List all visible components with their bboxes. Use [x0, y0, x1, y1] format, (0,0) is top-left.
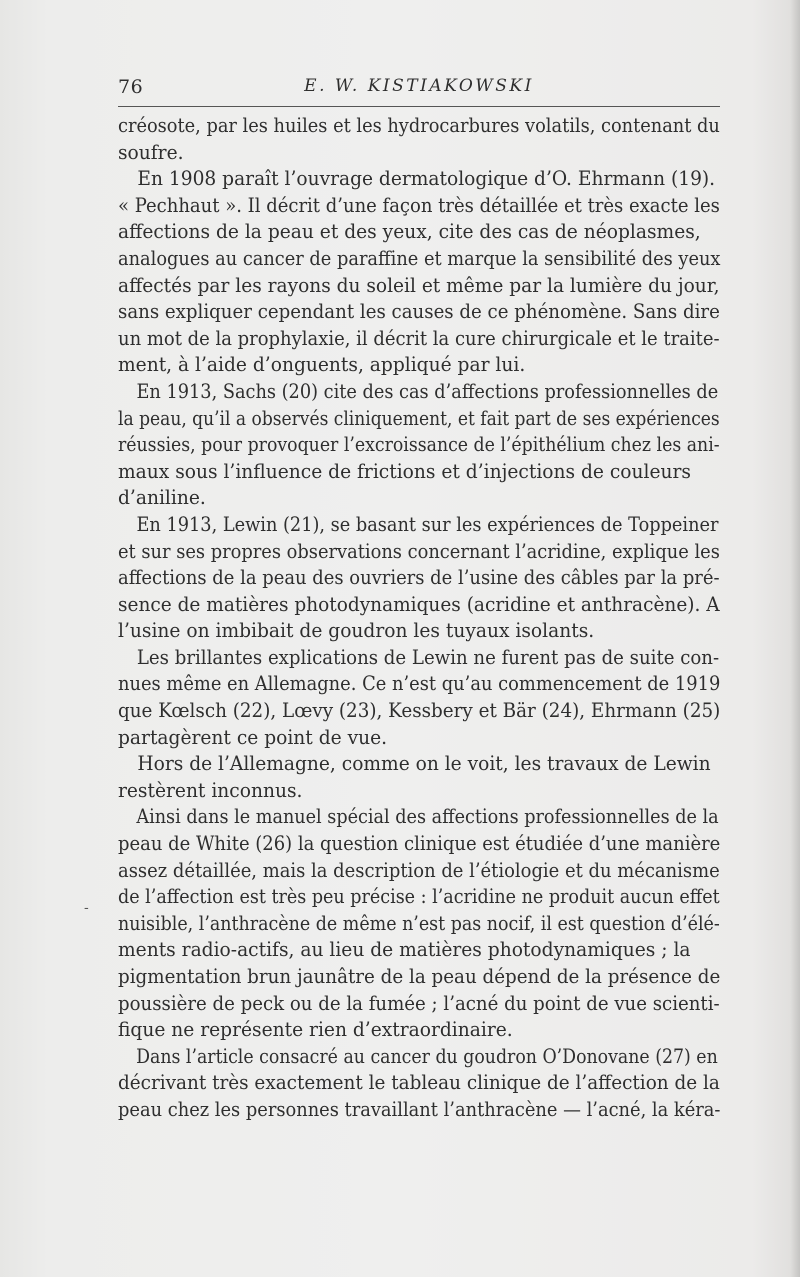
text-line: assez détaillée, mais la description de l’étiologie et du mécanisme	[118, 858, 720, 882]
text-line: En 1908 paraît l’ouvrage dermatologique d’O. Ehrmann (19).	[137, 167, 716, 191]
text-line: Ainsi dans le manuel spécial des affections professionnelles de la	[136, 805, 719, 829]
text-line: sans expliquer cependant les causes de ce phénomène. Sans dire	[118, 300, 720, 324]
text-line: et sur ses propres observations concernant l’acridine, explique les	[118, 539, 720, 563]
text-line: peau chez les personnes travaillant l’anthracène — l’acné, la kéra-	[118, 1097, 721, 1121]
text-line: poussière de peck ou de la fumée ; l’acné du point de vue scienti-	[118, 991, 720, 1015]
text-line: ment, à l’aide d’onguents, appliqué par lui.	[118, 353, 526, 377]
text-line: Dans l’article consacré au cancer du goudron O’Donovane (27) en	[136, 1044, 718, 1068]
text-line: de l’affection est très peu précise : l’acridine ne produit aucun effet	[118, 885, 720, 909]
text-line: En 1913, Sachs (20) cite des cas d’affections professionnelles de	[136, 379, 719, 403]
text-line: l’usine on imbibait de goudron les tuyaux isolants.	[118, 619, 595, 643]
running-head: E. W. KISTIAKOWSKI	[304, 76, 534, 96]
text-line: ments radio-actifs, au lieu de matières photodynamiques ; la	[118, 938, 691, 962]
text-line: sence de matières photodynamiques (acridine et anthracène). A	[118, 592, 720, 616]
text-line: créosote, par les huiles et les hydrocarbures volatils, contenant du	[118, 114, 720, 137]
text-line: soufre.	[118, 140, 184, 164]
page-edge-shadow	[790, 0, 800, 1277]
page-number: 76	[118, 76, 144, 98]
text-line: un mot de la prophylaxie, il décrit la cure chirurgicale et le traite-	[118, 326, 720, 350]
text-line: En 1913, Lewin (21), se basant sur les expériences de Toppeiner	[136, 512, 719, 536]
text-line: que Kœlsch (22), Lœvy (23), Kessbery et Bär (24), Ehrmann (25)	[118, 699, 721, 723]
margin-mark: -	[84, 900, 89, 916]
text-line: peau de White (26) la question clinique est étudiée d’une manière	[118, 832, 721, 856]
text-line: affections de la peau des ouvriers de l’usine des câbles par la pré-	[118, 566, 720, 590]
text-line: d’aniline.	[118, 486, 206, 510]
text-line: affectés par les rayons du soleil et même par la lumière du jour,	[118, 273, 720, 297]
text-line: Les brillantes explications de Lewin ne furent pas de suite con-	[136, 645, 720, 669]
text-line: décrivant très exactement le tableau clinique de l’affection de la	[118, 1071, 720, 1095]
text-line: nuisible, l’anthracène de même n’est pas nocif, il est question d’élé-	[118, 911, 720, 935]
text-line: « Pechhaut ». Il décrit d’une façon très détaillée et très exacte les	[118, 193, 720, 217]
text-line: restèrent inconnus.	[118, 778, 303, 802]
text-line: maux sous l’influence de frictions et d’injections de couleurs	[118, 459, 691, 483]
body-text	[118, 113, 738, 1124]
page-header	[118, 72, 720, 102]
text-line: réussies, pour provoquer l’excroissance de l’épithélium chez les ani-	[118, 433, 720, 457]
header-rule	[118, 106, 720, 107]
text-line: partagèrent ce point de vue.	[118, 725, 388, 749]
text-line: analogues au cancer de paraffine et marque la sensibilité des yeux	[118, 246, 721, 270]
text-line: affections de la peau et des yeux, cite des cas de néoplasmes,	[118, 220, 701, 244]
text-line: fique ne représente rien d’extraordinaire.	[118, 1018, 513, 1042]
text-line: la peau, qu’il a observés cliniquement, et fait part de ses expériences	[118, 406, 720, 430]
text-line: Hors de l’Allemagne, comme on le voit, les travaux de Lewin	[137, 752, 711, 776]
text-line: pigmentation brun jaunâtre de la peau dépend de la présence de	[118, 965, 721, 988]
text-line: nues même en Allemagne. Ce n’est qu’au commencement de 1919	[118, 672, 721, 696]
